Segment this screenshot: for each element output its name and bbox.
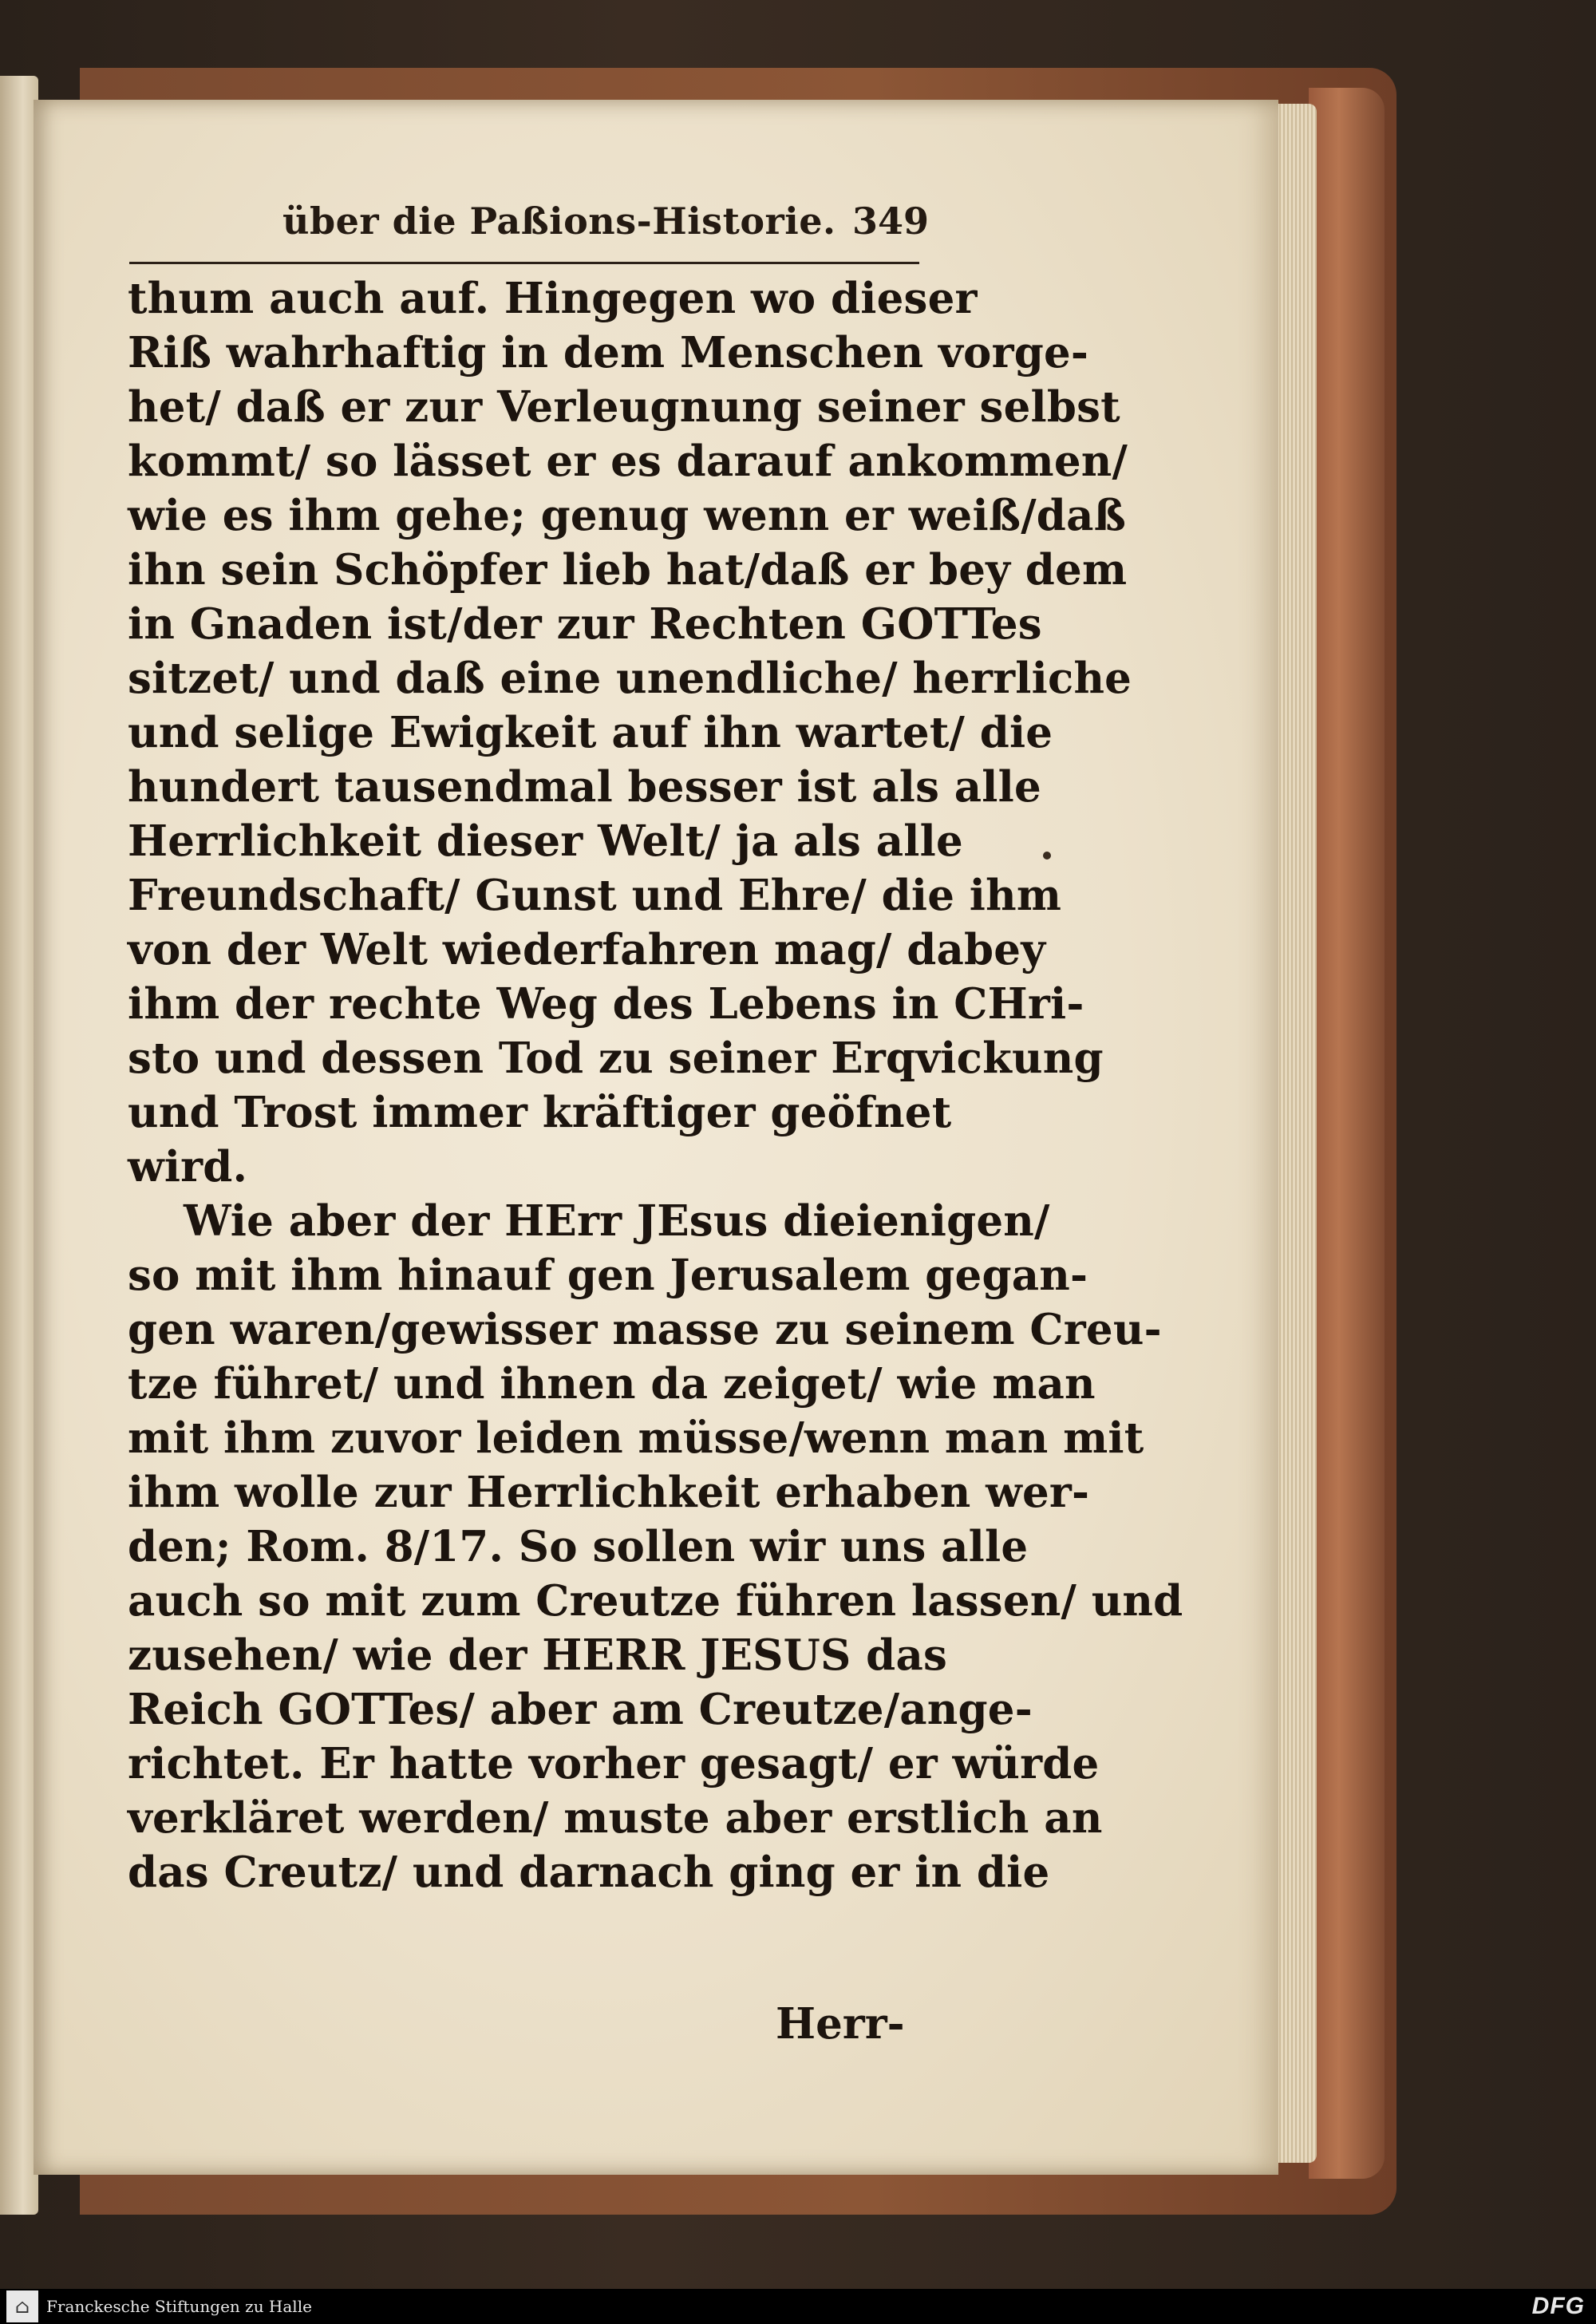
text-line: mit ihm zuvor leiden müsse/wenn man mit [128, 1413, 1144, 1463]
text-line: Herrlichkeit dieser Welt/ ja als alle [128, 816, 963, 866]
institution-logo-icon: ⌂ [6, 2290, 38, 2322]
text-line: von der Welt wiederfahren mag/ dabey [128, 925, 1046, 974]
text-line: ihm der rechte Weg des Lebens in CHri- [128, 979, 1084, 1029]
text-line: ihm wolle zur Herrlichkeit erhaben wer- [128, 1468, 1090, 1517]
text-line: und selige Ewigkeit auf ihn wartet/ die [128, 708, 1053, 757]
body-text [128, 271, 1183, 1899]
cover-edge [1309, 88, 1385, 2179]
text-line: Freundschaft/ Gunst und Ehre/ die ihm [128, 871, 1062, 920]
text-line: und Trost immer kräftiger geöfnet [128, 1088, 952, 1137]
institution-name: Franckesche Stiftungen zu Halle [46, 2297, 312, 2316]
header-rule [129, 262, 919, 264]
text-line: kommt/ so lässet er es darauf ankommen/ [128, 437, 1128, 486]
text-line: sto und dessen Tod zu seiner Erqvickung [128, 1034, 1104, 1083]
text-line: thum auch auf. Hingegen wo dieser [128, 274, 978, 323]
text-line: tze führet/ und ihnen da zeiget/ wie man [128, 1359, 1096, 1409]
text-line: wie es ihm gehe; genug wenn er weiß/daß [128, 491, 1127, 540]
text-line: auch so mit zum Creutze führen lassen/ und [128, 1576, 1183, 1626]
book-page [34, 100, 1278, 2175]
catchword: Herr- [776, 1999, 905, 2049]
text-line: ihn sein Schöpfer lieb hat/daß er bey dem [128, 545, 1128, 595]
text-line: zusehen/ wie der HERR JESUS das [128, 1630, 948, 1680]
footer-institution [0, 2290, 312, 2322]
text-line: Reich GOTTes/ aber am Creutze/ange- [128, 1685, 1033, 1734]
text-line: das Creutz/ und darnach ging er in die [128, 1848, 1050, 1897]
running-head: über die Paßions-Historie. [282, 200, 836, 243]
text-line: gen waren/gewisser masse zu seinem Creu- [128, 1305, 1162, 1354]
ink-speck [1043, 852, 1051, 860]
left-page-edge [0, 76, 38, 2215]
text-line: het/ daß er zur Verleugnung seiner selbst [128, 382, 1120, 432]
text-line: wird. [128, 1142, 248, 1192]
page-number: 349 [851, 200, 929, 243]
text-line: hundert tausendmal besser ist als alle [128, 762, 1041, 812]
text-line: sitzet/ und daß eine unendliche/ herrliche [128, 654, 1132, 703]
page-header [282, 200, 929, 247]
text-line: den; Rom. 8/17. So sollen wir uns alle [128, 1522, 1029, 1571]
text-line: in Gnaden ist/der zur Rechten GOTTes [128, 599, 1042, 649]
text-line: verkläret werden/ muste aber erstlich an [128, 1793, 1103, 1843]
text-line: Wie aber der HErr JEsus dieienigen/ [184, 1196, 1050, 1246]
text-line: so mit ihm hinauf gen Jerusalem gegan- [128, 1251, 1088, 1300]
text-line: Riß wahrhaftig in dem Menschen vorge- [128, 328, 1089, 377]
viewer-footer [0, 2289, 1596, 2324]
text-line: richtet. Er hatte vorher gesagt/ er würde [128, 1739, 1100, 1788]
dfg-logo: DFG [1531, 2293, 1585, 2319]
